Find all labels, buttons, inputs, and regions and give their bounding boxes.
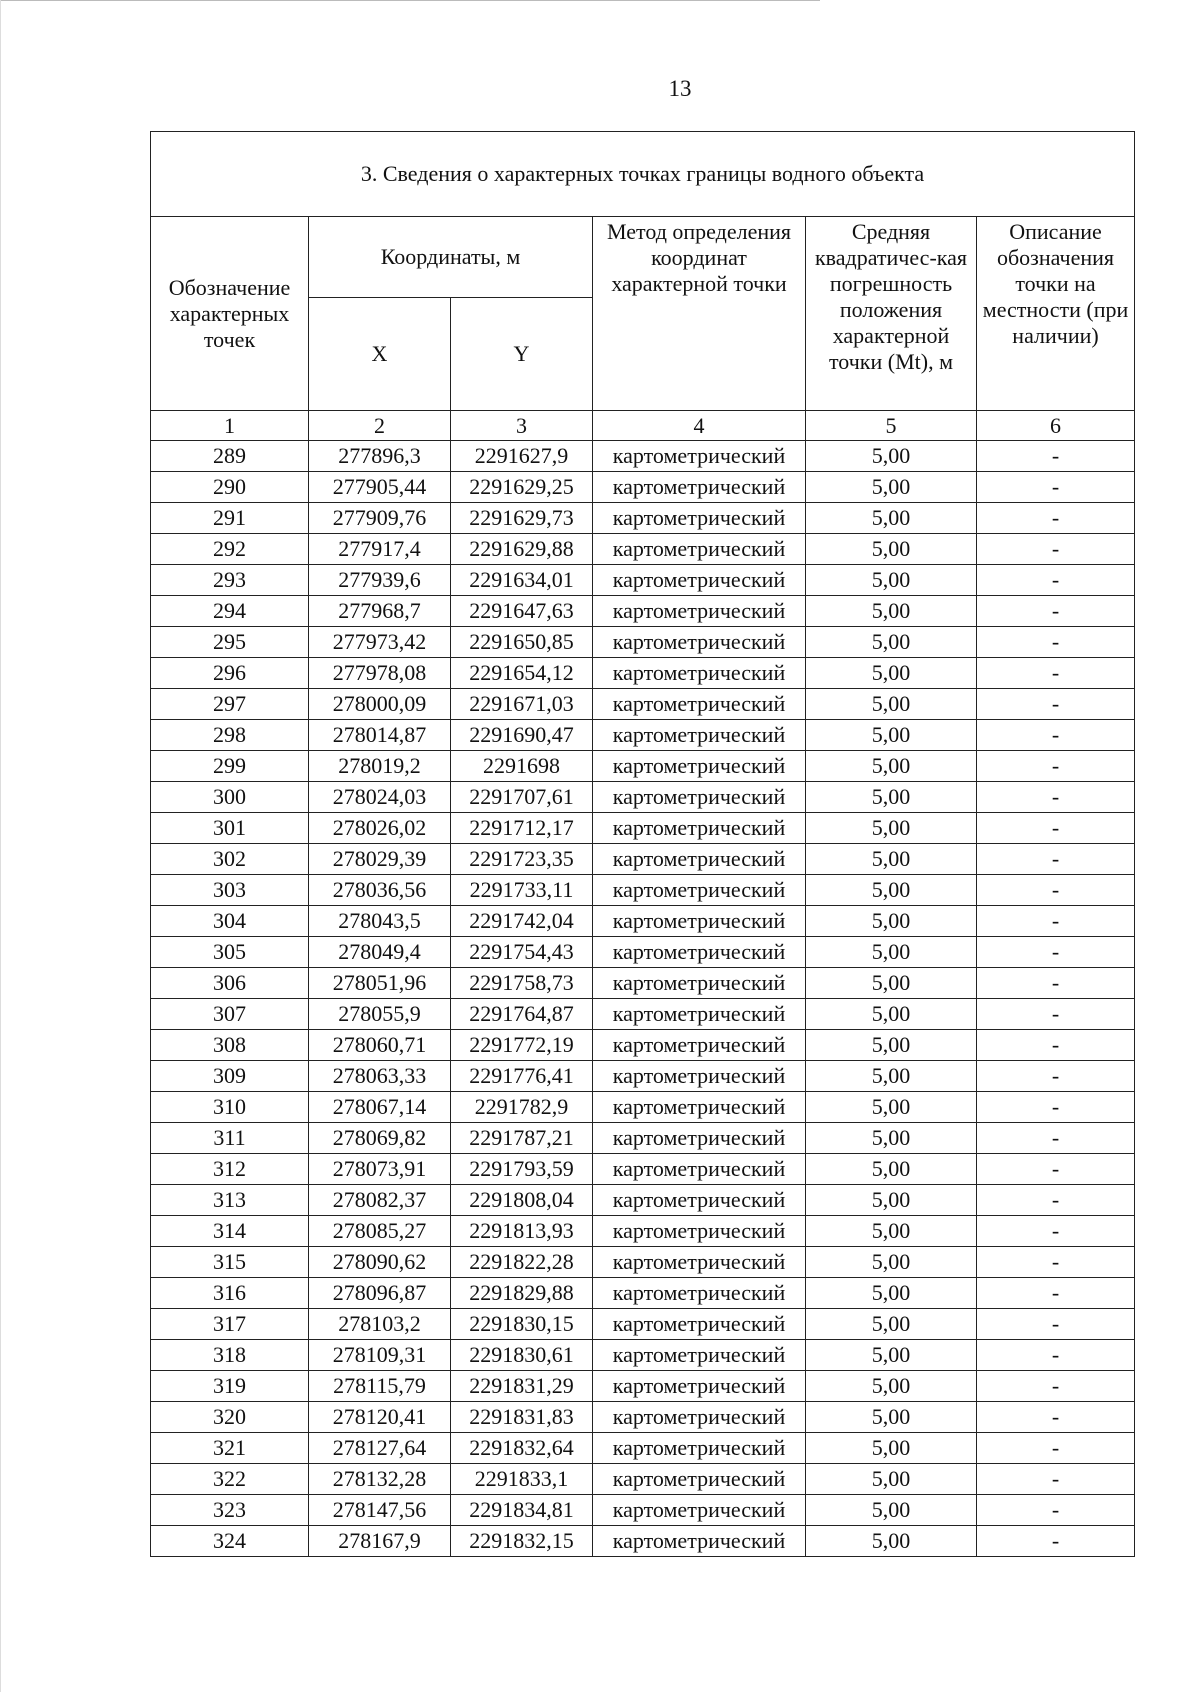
cell-x: 277978,08	[309, 658, 451, 689]
cell-y: 2291830,15	[451, 1309, 593, 1340]
cell-method: картометрический	[593, 1278, 806, 1309]
cell-error: 5,00	[806, 534, 977, 565]
cell-description: -	[977, 1464, 1135, 1495]
column-number: 3	[451, 411, 593, 441]
cell-point-number: 307	[151, 999, 309, 1030]
header-coordinates: Координаты, м	[309, 217, 593, 298]
cell-description: -	[977, 1340, 1135, 1371]
table-row	[151, 937, 1135, 968]
cell-x: 277917,4	[309, 534, 451, 565]
cell-error: 5,00	[806, 503, 977, 534]
cell-error: 5,00	[806, 1402, 977, 1433]
header-error: Средняя квадратичес-кая погрешность положения характерной точки (Mt), м	[806, 217, 977, 411]
cell-error: 5,00	[806, 1309, 977, 1340]
cell-y: 2291833,1	[451, 1464, 593, 1495]
table-row	[151, 503, 1135, 534]
cell-point-number: 315	[151, 1247, 309, 1278]
cell-description: -	[977, 441, 1135, 472]
cell-y: 2291793,59	[451, 1154, 593, 1185]
cell-description: -	[977, 720, 1135, 751]
cell-point-number: 302	[151, 844, 309, 875]
cell-method: картометрический	[593, 1185, 806, 1216]
cell-error: 5,00	[806, 1030, 977, 1061]
table-row	[151, 1309, 1135, 1340]
table-row	[151, 1526, 1135, 1557]
cell-x: 278167,9	[309, 1526, 451, 1557]
cell-method: картометрический	[593, 596, 806, 627]
table-row	[151, 1247, 1135, 1278]
cell-y: 2291629,25	[451, 472, 593, 503]
cell-error: 5,00	[806, 906, 977, 937]
cell-error: 5,00	[806, 565, 977, 596]
table-row	[151, 1433, 1135, 1464]
cell-error: 5,00	[806, 937, 977, 968]
table-row	[151, 1154, 1135, 1185]
cell-point-number: 289	[151, 441, 309, 472]
cell-description: -	[977, 1154, 1135, 1185]
cell-description: -	[977, 689, 1135, 720]
cell-method: картометрический	[593, 1402, 806, 1433]
cell-y: 2291831,83	[451, 1402, 593, 1433]
cell-y: 2291629,73	[451, 503, 593, 534]
cell-point-number: 304	[151, 906, 309, 937]
cell-y: 2291776,41	[451, 1061, 593, 1092]
scan-edge-top	[0, 0, 820, 1]
cell-description: -	[977, 906, 1135, 937]
cell-x: 278073,91	[309, 1154, 451, 1185]
cell-x: 278132,28	[309, 1464, 451, 1495]
cell-description: -	[977, 1061, 1135, 1092]
table-row	[151, 875, 1135, 906]
cell-point-number: 313	[151, 1185, 309, 1216]
cell-description: -	[977, 472, 1135, 503]
cell-description: -	[977, 782, 1135, 813]
cell-description: -	[977, 1123, 1135, 1154]
scan-edge-left	[0, 0, 1, 1692]
column-number: 1	[151, 411, 309, 441]
cell-description: -	[977, 999, 1135, 1030]
cell-x: 278127,64	[309, 1433, 451, 1464]
cell-description: -	[977, 813, 1135, 844]
cell-method: картометрический	[593, 999, 806, 1030]
cell-description: -	[977, 1371, 1135, 1402]
cell-x: 277896,3	[309, 441, 451, 472]
cell-y: 2291690,47	[451, 720, 593, 751]
table-row	[151, 1092, 1135, 1123]
cell-point-number: 320	[151, 1402, 309, 1433]
table-row	[151, 472, 1135, 503]
cell-error: 5,00	[806, 1216, 977, 1247]
cell-x: 278024,03	[309, 782, 451, 813]
cell-method: картометрический	[593, 472, 806, 503]
cell-x: 278043,5	[309, 906, 451, 937]
cell-y: 2291787,21	[451, 1123, 593, 1154]
cell-description: -	[977, 1309, 1135, 1340]
cell-error: 5,00	[806, 441, 977, 472]
cell-method: картометрический	[593, 1495, 806, 1526]
cell-method: картометрический	[593, 1216, 806, 1247]
cell-method: картометрический	[593, 844, 806, 875]
cell-error: 5,00	[806, 751, 977, 782]
cell-error: 5,00	[806, 689, 977, 720]
cell-point-number: 309	[151, 1061, 309, 1092]
cell-method: картометрический	[593, 1371, 806, 1402]
cell-point-number: 292	[151, 534, 309, 565]
cell-point-number: 298	[151, 720, 309, 751]
cell-x: 278147,56	[309, 1495, 451, 1526]
cell-method: картометрический	[593, 658, 806, 689]
cell-method: картометрический	[593, 875, 806, 906]
cell-description: -	[977, 1495, 1135, 1526]
table-row	[151, 751, 1135, 782]
cell-error: 5,00	[806, 1185, 977, 1216]
header-method: Метод определения координат характерной точки	[593, 217, 806, 411]
cell-error: 5,00	[806, 1092, 977, 1123]
cell-error: 5,00	[806, 658, 977, 689]
header-y: Y	[451, 298, 593, 411]
table-row	[151, 627, 1135, 658]
cell-error: 5,00	[806, 844, 977, 875]
table-row	[151, 565, 1135, 596]
cell-y: 2291742,04	[451, 906, 593, 937]
cell-point-number: 301	[151, 813, 309, 844]
table-row	[151, 1464, 1135, 1495]
cell-error: 5,00	[806, 782, 977, 813]
table-row	[151, 1123, 1135, 1154]
cell-point-number: 311	[151, 1123, 309, 1154]
cell-error: 5,00	[806, 1247, 977, 1278]
cell-y: 2291830,61	[451, 1340, 593, 1371]
cell-method: картометрический	[593, 565, 806, 596]
table-row	[151, 596, 1135, 627]
cell-point-number: 319	[151, 1371, 309, 1402]
cell-x: 277905,44	[309, 472, 451, 503]
table-row	[151, 1278, 1135, 1309]
table-row	[151, 1371, 1135, 1402]
cell-point-number: 291	[151, 503, 309, 534]
cell-method: картометрический	[593, 1092, 806, 1123]
cell-error: 5,00	[806, 1154, 977, 1185]
cell-y: 2291698	[451, 751, 593, 782]
table-row	[151, 968, 1135, 999]
cell-point-number: 297	[151, 689, 309, 720]
cell-x: 277973,42	[309, 627, 451, 658]
cell-point-number: 293	[151, 565, 309, 596]
cell-error: 5,00	[806, 1464, 977, 1495]
table-row	[151, 1495, 1135, 1526]
cell-point-number: 299	[151, 751, 309, 782]
cell-method: картометрический	[593, 1154, 806, 1185]
cell-error: 5,00	[806, 1061, 977, 1092]
cell-point-number: 322	[151, 1464, 309, 1495]
cell-point-number: 310	[151, 1092, 309, 1123]
cell-description: -	[977, 751, 1135, 782]
cell-y: 2291829,88	[451, 1278, 593, 1309]
table-row	[151, 844, 1135, 875]
cell-point-number: 317	[151, 1309, 309, 1340]
cell-x: 278082,37	[309, 1185, 451, 1216]
cell-method: картометрический	[593, 1433, 806, 1464]
cell-y: 2291647,63	[451, 596, 593, 627]
cell-error: 5,00	[806, 720, 977, 751]
table-row	[151, 441, 1135, 472]
cell-method: картометрический	[593, 782, 806, 813]
cell-y: 2291627,9	[451, 441, 593, 472]
cell-method: картометрический	[593, 534, 806, 565]
table-row	[151, 720, 1135, 751]
cell-point-number: 294	[151, 596, 309, 627]
cell-method: картометрический	[593, 1247, 806, 1278]
cell-y: 2291707,61	[451, 782, 593, 813]
cell-method: картометрический	[593, 689, 806, 720]
cell-method: картометрический	[593, 1123, 806, 1154]
cell-error: 5,00	[806, 999, 977, 1030]
cell-error: 5,00	[806, 1495, 977, 1526]
cell-error: 5,00	[806, 596, 977, 627]
cell-error: 5,00	[806, 1123, 977, 1154]
cell-error: 5,00	[806, 968, 977, 999]
cell-method: картометрический	[593, 1464, 806, 1495]
cell-description: -	[977, 968, 1135, 999]
cell-y: 2291723,35	[451, 844, 593, 875]
cell-method: картометрический	[593, 1340, 806, 1371]
cell-method: картометрический	[593, 906, 806, 937]
cell-point-number: 296	[151, 658, 309, 689]
cell-method: картометрический	[593, 441, 806, 472]
cell-x: 278109,31	[309, 1340, 451, 1371]
cell-description: -	[977, 1030, 1135, 1061]
cell-point-number: 300	[151, 782, 309, 813]
table-row	[151, 1216, 1135, 1247]
cell-x: 278063,33	[309, 1061, 451, 1092]
table-row	[151, 1185, 1135, 1216]
cell-x: 278026,02	[309, 813, 451, 844]
cell-y: 2291808,04	[451, 1185, 593, 1216]
cell-x: 277909,76	[309, 503, 451, 534]
cell-description: -	[977, 937, 1135, 968]
cell-method: картометрический	[593, 627, 806, 658]
cell-x: 278060,71	[309, 1030, 451, 1061]
cell-y: 2291754,43	[451, 937, 593, 968]
cell-y: 2291764,87	[451, 999, 593, 1030]
table-row	[151, 1402, 1135, 1433]
column-number: 5	[806, 411, 977, 441]
cell-error: 5,00	[806, 813, 977, 844]
cell-point-number: 323	[151, 1495, 309, 1526]
cell-y: 2291834,81	[451, 1495, 593, 1526]
cell-x: 277968,7	[309, 596, 451, 627]
cell-point-number: 318	[151, 1340, 309, 1371]
cell-error: 5,00	[806, 472, 977, 503]
cell-description: -	[977, 658, 1135, 689]
cell-method: картометрический	[593, 1061, 806, 1092]
cell-x: 278067,14	[309, 1092, 451, 1123]
table-row	[151, 782, 1135, 813]
cell-y: 2291733,11	[451, 875, 593, 906]
cell-point-number: 295	[151, 627, 309, 658]
cell-x: 278055,9	[309, 999, 451, 1030]
cell-point-number: 316	[151, 1278, 309, 1309]
cell-point-number: 324	[151, 1526, 309, 1557]
cell-point-number: 321	[151, 1433, 309, 1464]
cell-point-number: 290	[151, 472, 309, 503]
cell-description: -	[977, 596, 1135, 627]
cell-y: 2291782,9	[451, 1092, 593, 1123]
cell-x: 278085,27	[309, 1216, 451, 1247]
cell-method: картометрический	[593, 1309, 806, 1340]
cell-y: 2291813,93	[451, 1216, 593, 1247]
header-x: X	[309, 298, 451, 411]
cell-x: 277939,6	[309, 565, 451, 596]
table-title: 3. Сведения о характерных точках границы водного объекта	[151, 132, 1135, 217]
cell-method: картометрический	[593, 968, 806, 999]
cell-method: картометрический	[593, 503, 806, 534]
cell-error: 5,00	[806, 1433, 977, 1464]
cell-x: 278049,4	[309, 937, 451, 968]
cell-method: картометрический	[593, 1030, 806, 1061]
cell-description: -	[977, 534, 1135, 565]
table-row	[151, 534, 1135, 565]
cell-y: 2291758,73	[451, 968, 593, 999]
cell-description: -	[977, 1185, 1135, 1216]
cell-y: 2291712,17	[451, 813, 593, 844]
cell-x: 278103,2	[309, 1309, 451, 1340]
cell-description: -	[977, 875, 1135, 906]
cell-method: картометрический	[593, 813, 806, 844]
cell-point-number: 312	[151, 1154, 309, 1185]
cell-description: -	[977, 1433, 1135, 1464]
cell-description: -	[977, 1526, 1135, 1557]
cell-error: 5,00	[806, 1526, 977, 1557]
cell-y: 2291832,64	[451, 1433, 593, 1464]
cell-error: 5,00	[806, 627, 977, 658]
cell-y: 2291822,28	[451, 1247, 593, 1278]
cell-y: 2291654,12	[451, 658, 593, 689]
table-row	[151, 1030, 1135, 1061]
table-row	[151, 1061, 1135, 1092]
cell-x: 278069,82	[309, 1123, 451, 1154]
cell-y: 2291650,85	[451, 627, 593, 658]
cell-x: 278000,09	[309, 689, 451, 720]
table-row	[151, 689, 1135, 720]
cell-point-number: 308	[151, 1030, 309, 1061]
page-number: 13	[668, 76, 692, 101]
cell-point-number: 314	[151, 1216, 309, 1247]
column-number: 4	[593, 411, 806, 441]
header-description: Описание обозначения точки на местности (при наличии)	[977, 217, 1135, 411]
cell-y: 2291671,03	[451, 689, 593, 720]
cell-description: -	[977, 1402, 1135, 1433]
cell-y: 2291634,01	[451, 565, 593, 596]
cell-method: картометрический	[593, 1526, 806, 1557]
cell-point-number: 303	[151, 875, 309, 906]
cell-x: 278029,39	[309, 844, 451, 875]
boundary-points-table	[150, 131, 1135, 1557]
column-number: 2	[309, 411, 451, 441]
cell-description: -	[977, 627, 1135, 658]
cell-x: 278096,87	[309, 1278, 451, 1309]
table-row	[151, 1340, 1135, 1371]
cell-x: 278051,96	[309, 968, 451, 999]
cell-error: 5,00	[806, 1278, 977, 1309]
cell-method: картометрический	[593, 720, 806, 751]
cell-description: -	[977, 1092, 1135, 1123]
cell-x: 278014,87	[309, 720, 451, 751]
cell-x: 278090,62	[309, 1247, 451, 1278]
cell-description: -	[977, 565, 1135, 596]
cell-point-number: 306	[151, 968, 309, 999]
header-point-designation: Обозначение характерных точек	[151, 217, 309, 411]
cell-description: -	[977, 844, 1135, 875]
cell-x: 278115,79	[309, 1371, 451, 1402]
cell-y: 2291629,88	[451, 534, 593, 565]
cell-error: 5,00	[806, 1340, 977, 1371]
cell-method: картометрический	[593, 751, 806, 782]
table-body	[151, 441, 1135, 1557]
cell-y: 2291831,29	[451, 1371, 593, 1402]
cell-description: -	[977, 503, 1135, 534]
cell-point-number: 305	[151, 937, 309, 968]
table-row	[151, 658, 1135, 689]
cell-x: 278120,41	[309, 1402, 451, 1433]
table-row	[151, 999, 1135, 1030]
cell-y: 2291772,19	[451, 1030, 593, 1061]
cell-description: -	[977, 1216, 1135, 1247]
cell-error: 5,00	[806, 875, 977, 906]
cell-x: 278019,2	[309, 751, 451, 782]
table-row	[151, 906, 1135, 937]
cell-description: -	[977, 1278, 1135, 1309]
cell-method: картометрический	[593, 937, 806, 968]
cell-error: 5,00	[806, 1371, 977, 1402]
cell-x: 278036,56	[309, 875, 451, 906]
table-row	[151, 813, 1135, 844]
column-number: 6	[977, 411, 1135, 441]
cell-description: -	[977, 1247, 1135, 1278]
cell-y: 2291832,15	[451, 1526, 593, 1557]
